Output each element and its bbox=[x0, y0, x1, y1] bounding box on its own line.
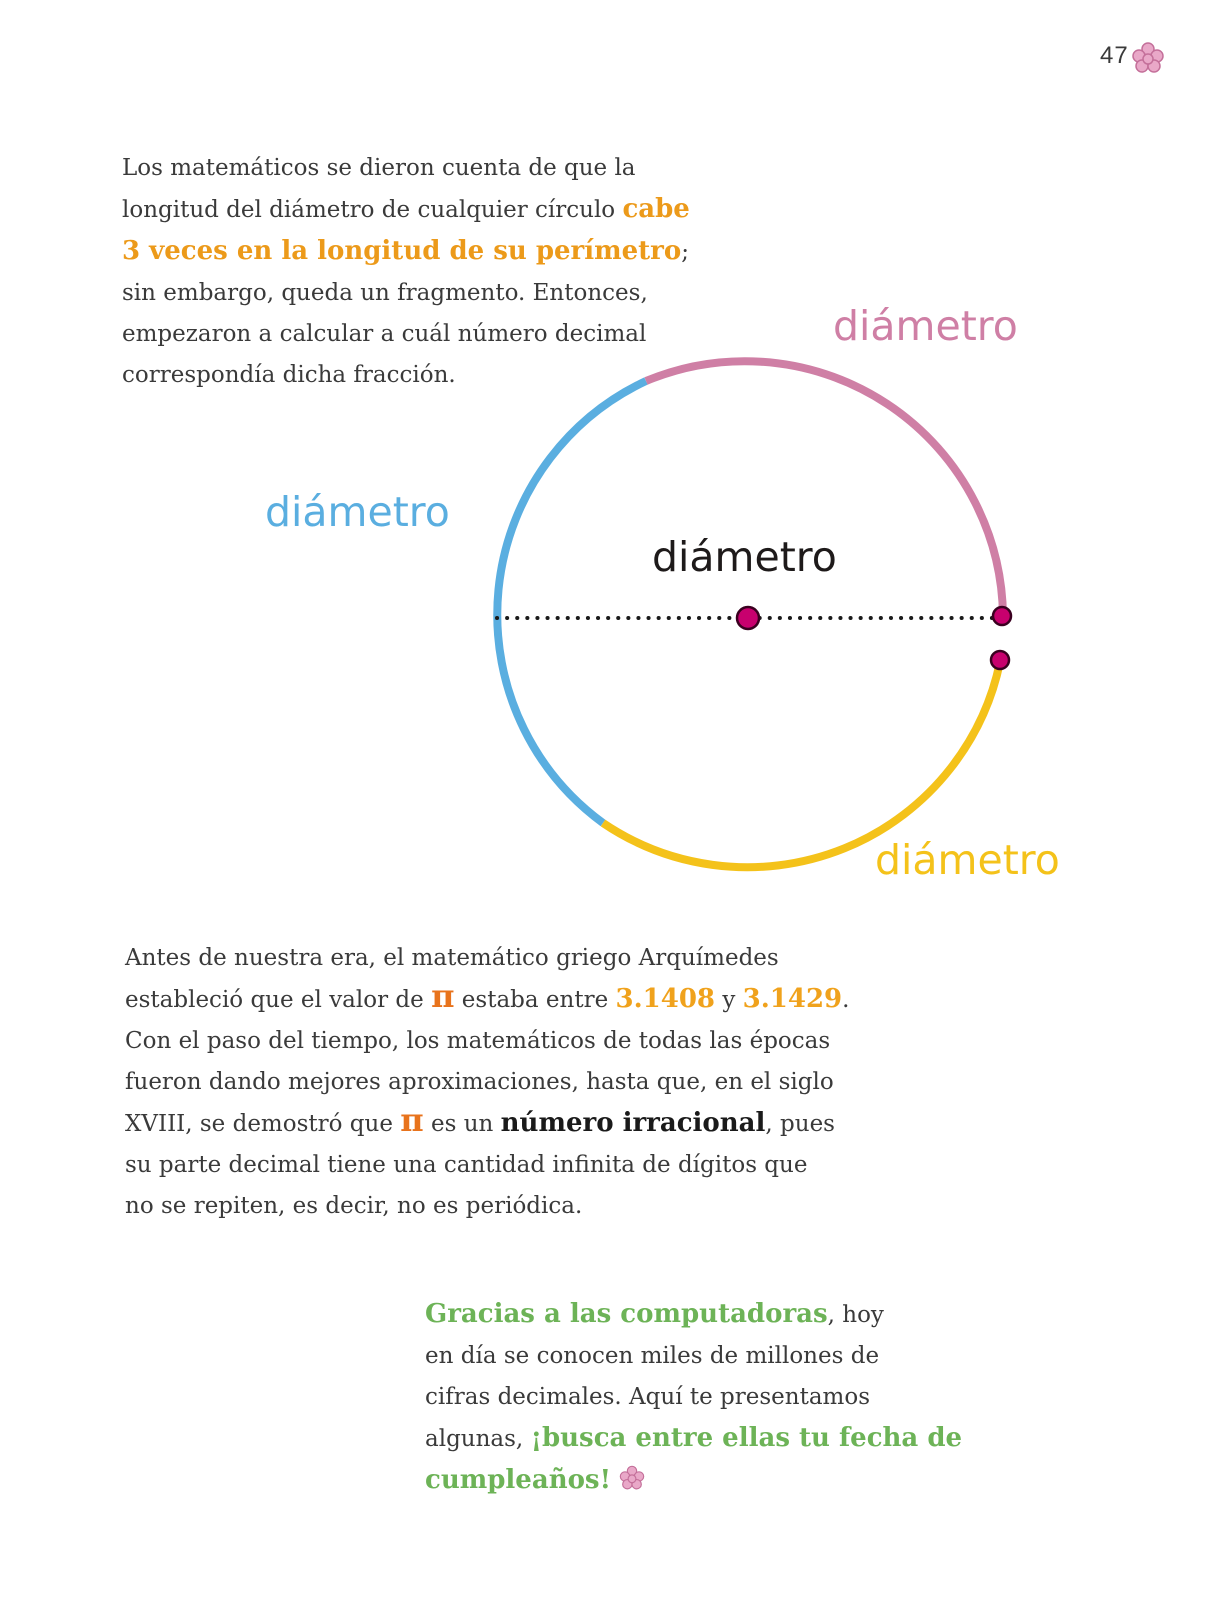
p2-line5b: es un bbox=[423, 1111, 501, 1137]
pi-symbol: π bbox=[431, 977, 455, 1015]
p2-line2c: y bbox=[715, 987, 743, 1013]
p3-line4a: algunas, bbox=[425, 1426, 531, 1452]
p2-line6: su parte decimal tiene una cantidad infinita de dígitos que bbox=[125, 1152, 808, 1178]
p1-line5: empezaron a calcular a cuál número decimal bbox=[122, 321, 647, 347]
pi-symbol-2: π bbox=[400, 1101, 424, 1139]
p1-line3-after: ; bbox=[681, 239, 689, 265]
century-label: XVIII bbox=[125, 1111, 186, 1137]
p3-highlight-a: Gracias a las computadoras bbox=[425, 1299, 828, 1329]
flower-ornament-small-icon bbox=[618, 1464, 646, 1492]
value-low: 3.1408 bbox=[615, 984, 716, 1014]
computers-paragraph bbox=[425, 1294, 985, 1502]
p2-line2d: . bbox=[842, 987, 850, 1013]
p1-highlight-b: 3 veces en la longitud de su perímetro bbox=[122, 236, 682, 266]
arc-end-point bbox=[991, 651, 1009, 669]
p3-line1-after: , hoy bbox=[827, 1302, 884, 1328]
blue-arc bbox=[497, 381, 646, 823]
p2-line7: no se repiten, es decir, no es periódica. bbox=[125, 1193, 583, 1219]
center-point bbox=[737, 607, 759, 629]
p2-line4: fueron dando mejores aproximaciones, hasta que, en el siglo bbox=[125, 1069, 834, 1095]
p2-line5c: , pues bbox=[765, 1111, 835, 1137]
label-diameter-pink: diámetro bbox=[833, 302, 1018, 350]
value-high: 3.1429 bbox=[742, 984, 843, 1014]
archimedes-paragraph bbox=[125, 938, 865, 1227]
p1-line4: sin embargo, queda un fragmento. Entonces, bbox=[122, 280, 648, 306]
p1-line6: correspondía dicha fracción. bbox=[122, 362, 456, 388]
p1-line2: longitud del diámetro de cualquier círculo bbox=[122, 197, 623, 223]
label-diameter-blue: diámetro bbox=[265, 488, 450, 536]
p1-highlight-a: cabe bbox=[622, 194, 690, 224]
p3-line2: en día se conocen miles de millones de bbox=[425, 1343, 880, 1369]
p2-line2b: estaba entre bbox=[454, 987, 616, 1013]
irrational-term: número irracional bbox=[500, 1108, 766, 1138]
p2-line1: Antes de nuestra era, el matemático griego Arquímedes bbox=[125, 945, 779, 971]
p3-line3: cifras decimales. Aquí te presentamos bbox=[425, 1384, 871, 1410]
p1-line1: Los matemáticos se dieron cuenta de que la bbox=[122, 155, 636, 181]
p2-line2a: estableció que el valor de bbox=[125, 987, 432, 1013]
page-number: 47 bbox=[1100, 42, 1129, 69]
p2-line3: Con el paso del tiempo, los matemáticos de todas las épocas bbox=[125, 1028, 831, 1054]
p3-highlight-b: ¡busca entre ellas tu fecha de bbox=[530, 1423, 963, 1453]
label-diameter-center: diámetro bbox=[652, 533, 837, 581]
label-diameter-yellow: diámetro bbox=[875, 836, 1060, 884]
p3-highlight-c: cumpleaños! bbox=[425, 1465, 611, 1495]
diameter-end-point bbox=[993, 607, 1011, 625]
p2-line5a: , se demostró que bbox=[185, 1111, 401, 1137]
